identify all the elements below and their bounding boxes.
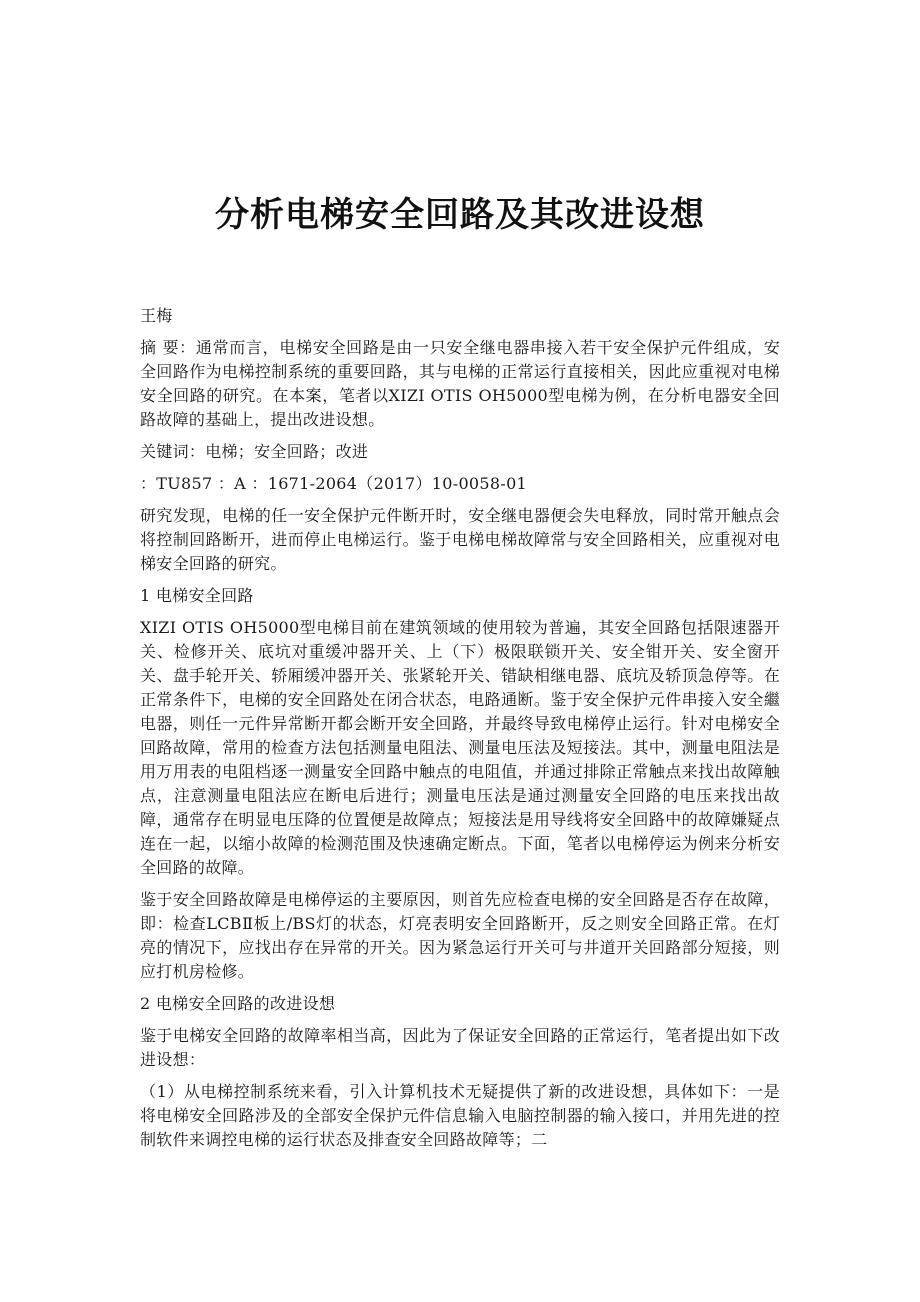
section-2-paragraph-2: （1）从电梯控制系统来看，引入计算机技术无疑提供了新的改进设想，具体如下：一是将电梯安全回路涉及的全部安全保护元件信息输入电脑控制器的输入接口，并用先进的控制软件来调控电梯的运行状态及排查安全回路故障等；二 — [140, 1082, 780, 1149]
section-2-paragraph-1: 鉴于电梯安全回路的故障率相当高，因此为了保证安全回路的正常运行，笔者提出如下改进设想： — [140, 1026, 780, 1069]
section-1-paragraph-1: XIZI OTIS OH5000型电梯目前在建筑领域的使用较为普遍，其安全回路包括限速器开关、检修开关、底坑对重缓冲器开关、上（下）极限联锁开关、安全钳开关、安全窗开关、盘手轮开关、轿厢缓冲器开关、张紧轮开关、错缺相继电器、底坑及轿顶急停等。在正常条件下，电梯的安全回路处在闭合状态，电路通断。鉴于安全保护元件串接入安全繼电器，则任一元件异常断开都会断开安全回路，并最终导致电梯停止运行。针对电梯安全回路故障，常用的检查方法包括测量电阻法、测量电压法及短接法。其中，测量电阻法是用万用表的电阻档逐一测量安全回路中触点的电阻值，并通过排除正常触点来找出故障触点，注意测量电阻法应在断电后进行；测量电压法是通过测量安全回路的电压来找出故障，通常存在明显电压降的位置便是故障点；短接法是用导线将安全回路中的故障嫌疑点连在一起，以缩小故障的检测范围及快速确定断点。下面，笔者以电梯停运为例来分析安全回路的故障。 — [140, 618, 780, 877]
author-name: 王梅 — [140, 306, 173, 325]
document-body — [140, 304, 780, 1160]
section-1-heading: 1 电梯安全回路 — [140, 586, 254, 605]
section-2-heading: 2 电梯安全回路的改进设想 — [140, 994, 336, 1013]
section-1-paragraph-2: 鉴于安全回路故障是电梯停运的主要原因，则首先应检查电梯的安全回路是否存在故障，即：检查LCBⅡ板上/BS灯的状态，灯亮表明安全回路断开，反之则安全回路正常。在灯亮的情况下，应找出存在异常的开关。因为紧急运行开关可与井道开关回路部分短接，则应打机房检修。 — [140, 890, 780, 981]
abstract-paragraph: 摘 要：通常而言，电梯安全回路是由一只安全继电器串接入若干安全保护元件组成，安全回路作为电梯控制系统的重要回路，其与电梯的正常运行直接相关，因此应重视对电梯安全回路的研究。在本案，笔者以XIZI OTIS OH5000型电梯为例，在分析电器安全回路故障的基础上，提出改进设想。 — [140, 338, 780, 429]
intro-paragraph: 研究发现，电梯的任一安全保护元件断开时，安全继电器便会失电释放，同时常开触点会将控制回路断开，进而停止电梯运行。鉴于电梯电梯故障常与安全回路相关，应重视对电梯安全回路的研究。 — [140, 506, 780, 573]
classification-line: ：TU857 ：A ：1671-2064（2017）10-0058-01 — [140, 474, 528, 493]
document-title: 分析电梯安全回路及其改进设想 — [215, 194, 705, 235]
keywords-line: 关键词：电梯；安全回路；改进 — [140, 442, 369, 461]
